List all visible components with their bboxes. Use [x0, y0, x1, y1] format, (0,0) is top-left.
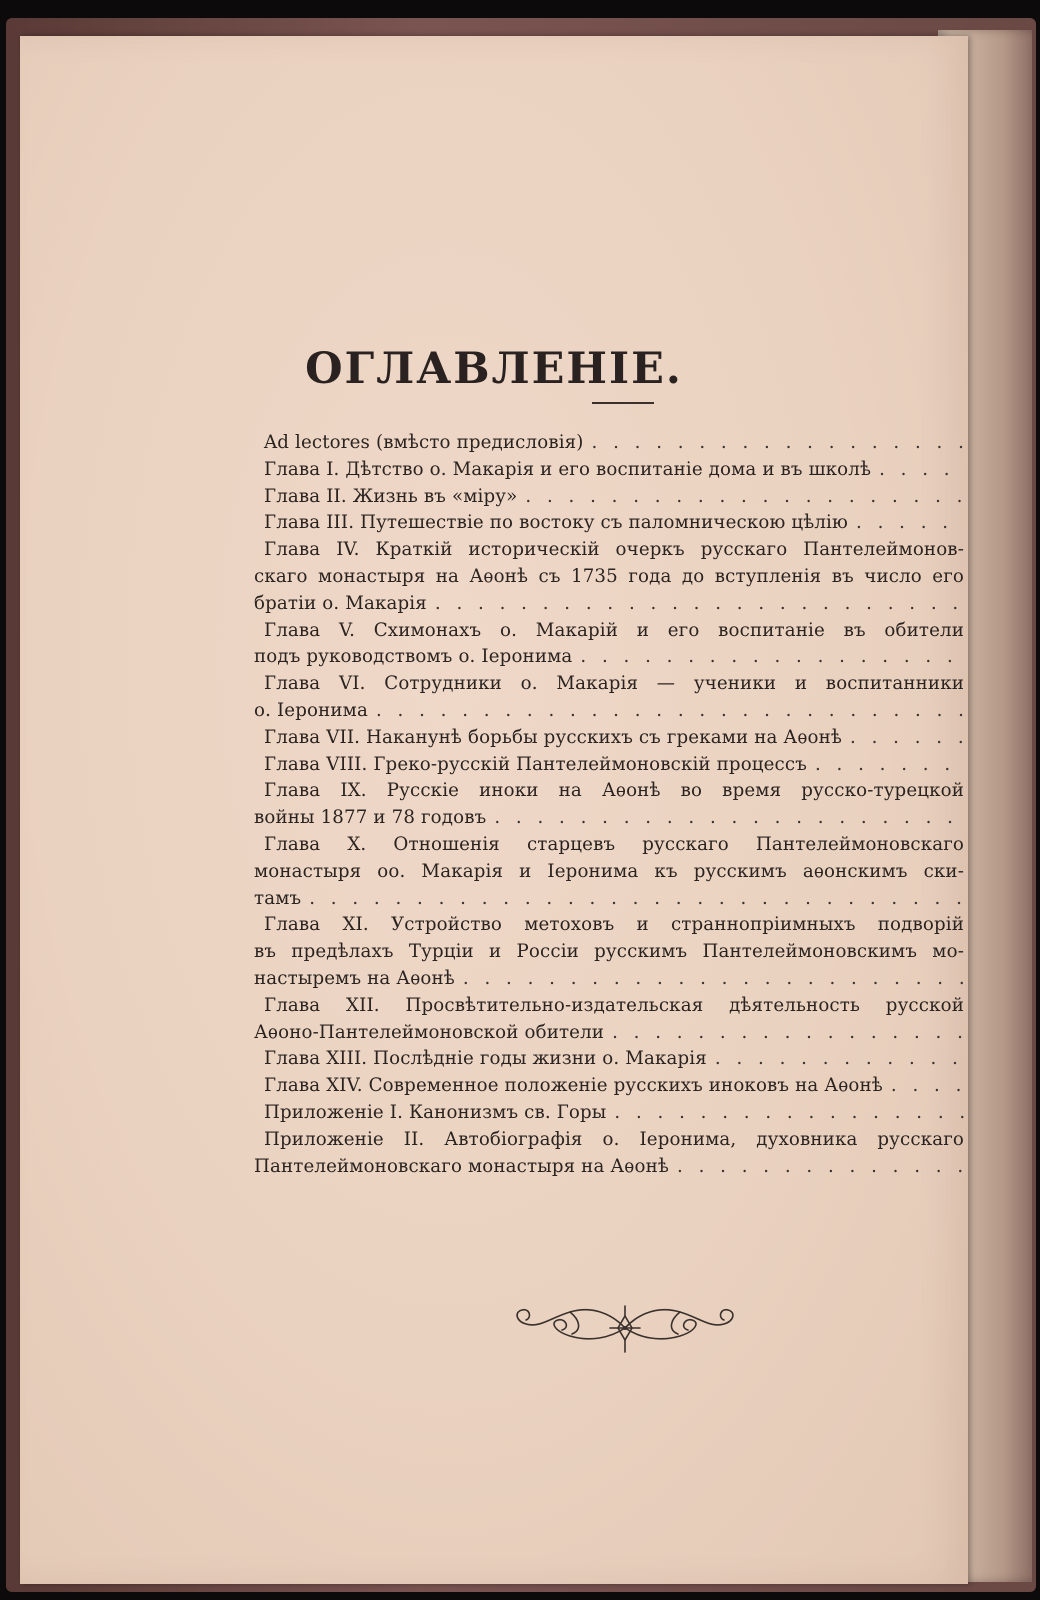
toc-line — [254, 537, 964, 564]
toc-line — [254, 591, 964, 618]
toc-line-text: Глава X. Отношенія старцевъ русскаго Пантелеймоновскаго — [264, 833, 964, 855]
toc-line-text: Глава XIV. Современное положеніе русскихъ иноковъ на Аѳонѣ — [264, 1075, 883, 1097]
toc-line — [254, 725, 964, 752]
toc-line — [254, 993, 964, 1020]
dot-leader — [614, 1100, 964, 1127]
toc-line — [254, 1100, 964, 1127]
toc-line-text: Глава XIII. Послѣдніе годы жизни о. Макарія — [264, 1048, 707, 1070]
toc-line-text: Приложеніе I. Канонизмъ св. Горы — [264, 1101, 607, 1123]
dot-leader — [850, 725, 964, 752]
toc-line — [254, 618, 964, 645]
toc-line — [254, 912, 964, 939]
toc-line — [254, 886, 964, 913]
toc-line — [254, 484, 964, 511]
toc-line-text: Глава IV. Краткій историческій очеркъ русскаго Пантелеймонов- — [264, 539, 964, 561]
toc-line — [254, 644, 964, 671]
toc-line-text: братіи о. Макарія — [254, 592, 427, 614]
toc-line-text: подъ руководствомъ о. Іеронима — [254, 646, 573, 668]
dot-leader — [435, 591, 964, 618]
dot-leader — [856, 510, 964, 537]
flourish-ornament-icon — [510, 1292, 740, 1362]
dot-leader — [580, 644, 964, 671]
toc-line — [254, 457, 964, 484]
dot-leader — [891, 1073, 964, 1100]
dot-leader — [677, 1154, 964, 1181]
toc-line-text: Глава III. Путешествіе по востоку съ паломническою цѣлію — [264, 512, 848, 534]
toc-line — [254, 671, 964, 698]
toc-line — [254, 1046, 964, 1073]
toc-line-text: войны 1877 и 78 годовъ — [254, 807, 487, 829]
toc-line-text: Аѳоно-Пантелеймоновской обители — [254, 1021, 605, 1043]
toc-line — [254, 805, 964, 832]
toc-line — [254, 752, 964, 779]
toc-line-text: Глава I. Дѣтство о. Макарія и его воспитаніе дома и въ школѣ — [264, 458, 872, 480]
toc-line — [254, 1020, 964, 1047]
toc-line-text: Приложеніе II. Автобіографія о. Іеронима, духовника русскаго — [264, 1128, 964, 1150]
toc-line-text: въ предѣлахъ Турціи и Россіи русскимъ Пантелеймоновскимъ мо- — [254, 941, 964, 963]
table-of-contents — [254, 430, 964, 1180]
toc-line-text: Глава VIII. Греко-русскій Пантелеймоновскій процессъ — [264, 753, 807, 775]
toc-line-text: Глава VI. Сотрудники о. Макарія — ученики и воспитанники — [264, 673, 964, 695]
dot-leader — [592, 430, 964, 457]
toc-line — [254, 564, 964, 591]
title-divider — [592, 402, 654, 404]
toc-line — [254, 778, 964, 805]
toc-line-text: Глава XI. Устройство метоховъ и страннопріимныхъ подворій — [264, 914, 964, 936]
dot-leader — [494, 805, 964, 832]
toc-line-text: Ad lectores (вмѣсто предисловія) — [264, 432, 584, 453]
toc-line-text: настыремъ на Аѳонѣ — [254, 967, 455, 989]
toc-line — [254, 1154, 964, 1181]
toc-line-text: тамъ — [254, 887, 302, 909]
toc-line-text: о. Іеронима — [254, 699, 368, 721]
toc-line — [254, 939, 964, 966]
dot-leader — [525, 484, 964, 511]
toc-line — [254, 1127, 964, 1154]
book-page — [20, 36, 968, 1584]
dot-leader — [309, 886, 964, 913]
toc-line-text: Глава XII. Просвѣтительно-издательская дѣятельность русской — [264, 994, 964, 1016]
dot-leader — [715, 1046, 964, 1073]
toc-line — [254, 698, 964, 725]
toc-line — [254, 510, 964, 537]
toc-line-text: Глава V. Схимонахъ о. Макарій и его воспитаніе въ обители — [264, 619, 964, 641]
dot-leader — [879, 457, 964, 484]
toc-line — [254, 859, 964, 886]
dot-leader — [612, 1020, 964, 1047]
toc-line — [254, 1073, 964, 1100]
toc-line — [254, 430, 964, 457]
toc-line — [254, 966, 964, 993]
toc-line-text: Глава IX. Русскіе иноки на Аѳонѣ во время русско-турецкой — [264, 780, 964, 802]
dot-leader — [376, 698, 964, 725]
page-title: ОГЛАВЛЕНІЕ. — [305, 344, 683, 394]
toc-line-text: Глава II. Жизнь въ «міру» — [264, 485, 518, 507]
toc-line-text: Пантелеймоновскаго монастыря на Аѳонѣ — [254, 1155, 669, 1177]
toc-line-text: скаго монастыря на Аѳонѣ съ 1735 года до вступленія въ число его — [254, 565, 964, 587]
dot-leader — [463, 966, 964, 993]
dot-leader — [815, 752, 964, 779]
toc-line-text: монастыря оо. Макарія и Іеронима къ русскимъ аѳонскимъ ски- — [254, 860, 964, 882]
toc-line-text: Глава VII. Наканунѣ борьбы русскихъ съ греками на Аѳонѣ — [264, 726, 843, 748]
toc-line — [254, 832, 964, 859]
